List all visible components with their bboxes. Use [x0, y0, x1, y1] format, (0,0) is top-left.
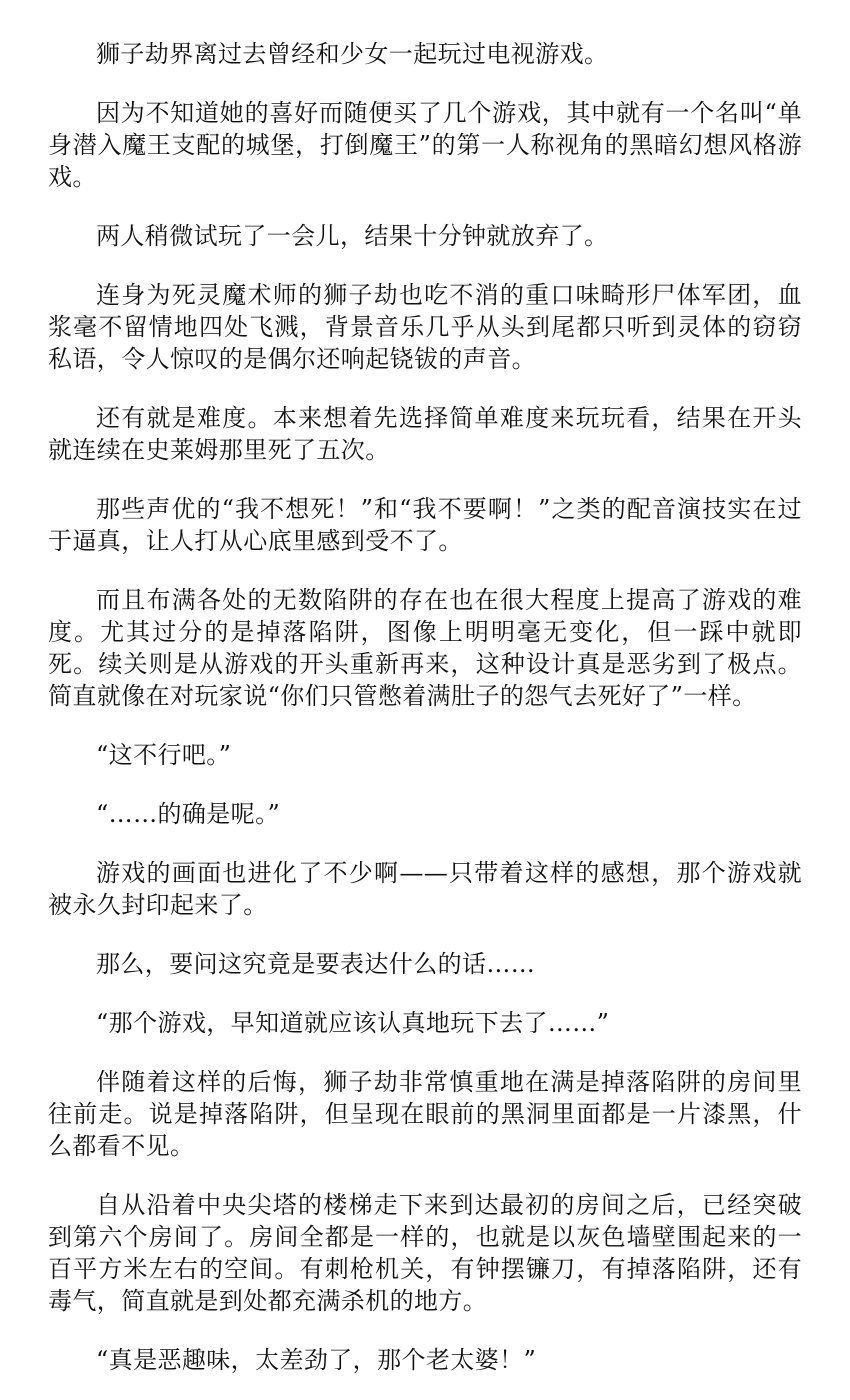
- paragraph: 自从沿着中央尖塔的楼梯走下来到达最初的房间之后，已经突破到第六个房间了。房间全都是一样的，也就是以灰色墙壁围起来的一百平方米左右的空间。有刺枪机关，有钟摆镰刀，有掉落陷阱，还有毒气，简直就是到处都充满杀机的地方。: [48, 1191, 802, 1315]
- paragraph: 游戏的画面也进化了不少啊——只带着这样的感想，那个游戏就被永久封印起来了。: [48, 859, 802, 919]
- paragraph: 伴随着这样的后悔，狮子劫非常慎重地在满是掉落陷阱的房间里往前走。说是掉落陷阱，但呈现在眼前的黑洞里面都是一片漆黑，什么都看不见。: [48, 1068, 802, 1160]
- dialogue-line: “那个游戏，早知道就应该认真地玩下去了……”: [96, 1009, 610, 1037]
- paragraph: 而且布满各处的无数陷阱的存在也在很大程度上提高了游戏的难度。尤其过分的是掉落陷阱，图像上明明毫无变化，但一踩中就即死。续关则是从游戏的开头重新再来，这种设计真是恶劣到了极点。简直就像在对玩家说“你们只管憋着满肚子的怨气去死好了”一样。: [48, 586, 802, 710]
- paragraph: 还有就是难度。本来想着先选择简单难度来玩玩看，结果在开头就连续在史莱姆那里死了五次。: [48, 404, 802, 464]
- dialogue-line: “真是恶趣味，太差劲了，那个老太婆！”: [96, 1346, 537, 1374]
- paragraph: 两人稍微试玩了一会儿，结果十分钟就放弃了。: [96, 222, 609, 250]
- paragraph: 因为不知道她的喜好而随便买了几个游戏，其中就有一个名叫“单身潜入魔王支配的城堡，打倒魔王”的第一人称视角的黑暗幻想风格游戏。: [48, 99, 802, 191]
- dialogue-line: “这不行吧。”: [96, 741, 232, 769]
- dialogue-line: “……的确是呢。”: [96, 800, 281, 828]
- paragraph: 连身为死灵魔术师的狮子劫也吃不消的重口味畸形尸体军团，血浆毫不留情地四处飞溅，背景音乐几乎从头到尾都只听到灵体的窃窃私语，令人惊叹的是偶尔还响起铙钹的声音。: [48, 281, 802, 373]
- paragraph: 狮子劫界离过去曾经和少女一起玩过电视游戏。: [96, 40, 609, 68]
- paragraph: 那么，要问这究竟是要表达什么的话……: [96, 950, 536, 978]
- paragraph: 那些声优的“我不想死！”和“我不要啊！”之类的配音演技实在过于逼真，让人打从心底里感到受不了。: [48, 495, 802, 555]
